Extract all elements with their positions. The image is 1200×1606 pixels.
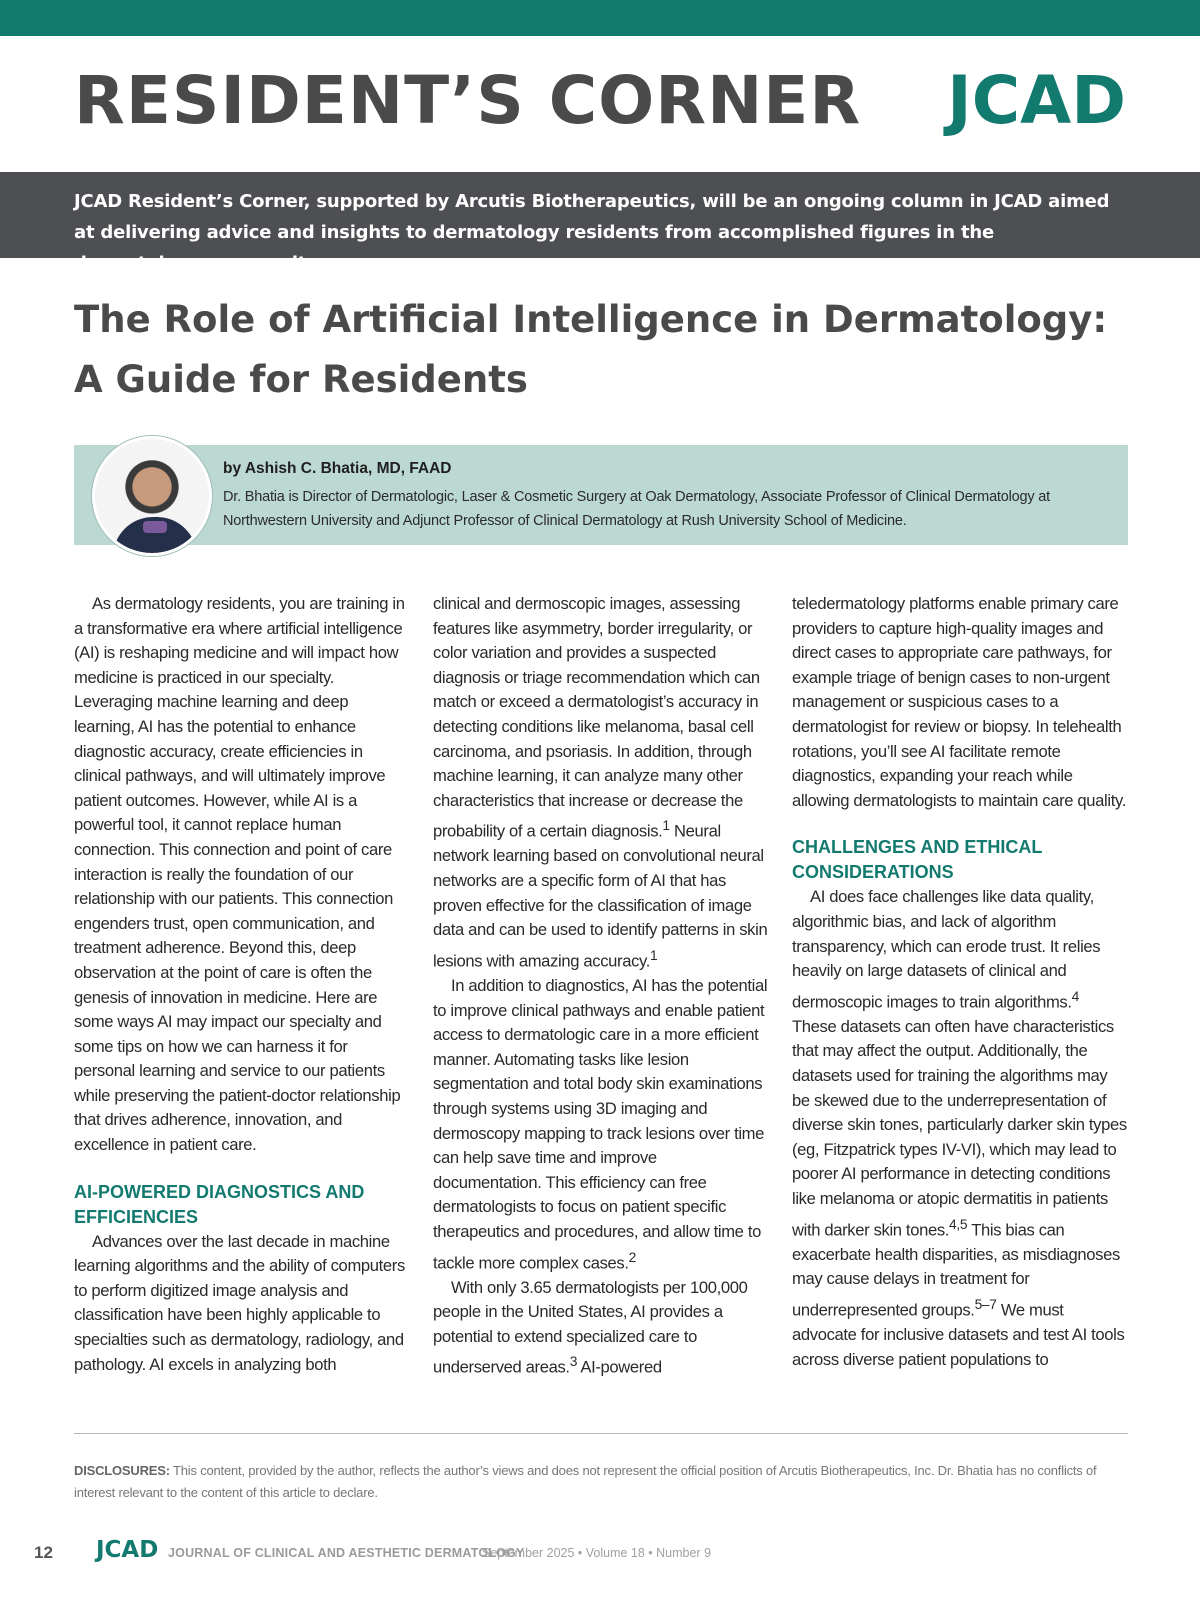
heading-challenges: CHALLENGES AND ETHICAL CONSIDERATIONS [792,837,1043,883]
heading-diagnostics: AI-POWERED DIAGNOSTICS AND EFFICIENCIES [74,1181,365,1227]
paragraph-pathways: In addition to diagnostics, AI has the potential to improve clinical pathways and enable patient access to dermatologic care in a more efficient manner. Automating tasks like lesion segmentation and total body skin examinations through systems using 3D imaging and dermoscopy mapping to track lesions over time can help save time and improve documentation. This efficiency can free dermatologists to focus on patient specific therapeutics and procedures, and allow time to tackle more complex cases.$^2$ [433,975,768,1273]
section-title: RESIDENT’S CORNER [74,62,862,139]
column-1 [74,592,409,1377]
paragraph-challenges: AI does face challenges like data quality, algorithmic bias, and lack of algorithm transparency, which can erode trust. It relies heavily on large datasets of clinical and dermoscopic images to train algorithms.$^4$ These datasets can often have characteristics that may affect the output. Additionally, the datasets used for training the algorithms may be skewed due to the underrepresentation of diverse skin tones, particularly darker skin types (eg, Fitzpatrick types IV-VI), which may lead to poorer AI performance in detecting conditions like melanoma or atopic dermatitis in patients with darker skin tones.$^{4,5}$ This bias can exacerbate health disparities, as misdiagnoses may cause delays in treatment for underrepresented groups.$^{5-7}$ We must advocate for inclusive datasets and test AI tools across diverse patient populations to [792,887,1127,1369]
reference-3: 3 [569,1353,578,1370]
paragraph-teledermatology: teledermatology platforms enable primary care providers to capture high-quality images and direct cases to appropriate care pathways, for example triage of benign cases to non-urgent management or suspicious cases to a dermatologist for review or biopsy. In telehealth rotations, you’ll see AI facilitate remote diagnostics, expanding your reach while allowing dermatologists to maintain care quality. [792,594,1126,810]
paragraph-advances: Advances over the last decade in machine learning algorithms and the ability of computers to perform digitized image analysis and classification have been highly applicable to specialties such as dermatology, radiology, and pathology. AI excels in analyzing both [74,1231,405,1374]
top-accent-bar [0,0,1200,36]
reference-1: 1 [662,817,670,834]
footer-journal-name: JOURNAL OF CLINICAL AND AESTHETIC DERMATOLOGY [168,1546,525,1560]
reference-5-7: 5–7 [974,1295,997,1312]
reference-2: 2 [628,1248,636,1265]
disclosures [74,1460,1128,1504]
intro-text: JCAD Resident’s Corner, supported by Arcutis Biotherapeutics, will be an ongoing column in JCAD aimed at delivering advice and insights to dermatology residents from accomplished figures in the dermatology community. [74,191,1110,274]
reference-4-5: 4,5 [949,1215,968,1232]
author-byline: by Ashish C. Bhatia, MD, FAAD [223,460,452,477]
reference-1b: 1 [650,946,658,963]
disclosures-text: This content, provided by the author, reflects the author’s views and does not represent the official position of Arcutis Biotherapeutics, Inc. Dr. Bhatia has no conflicts of interest relevant to the content of this article to declare. [74,1463,1097,1500]
footer-divider [74,1433,1128,1434]
author-photo-bowtie [143,521,167,533]
paragraph-access: With only 3.65 dermatologists per 100,000 people in the United States, AI provides a potential to extend specialized care to underserved areas.$^3$ AI-powered [433,1277,748,1377]
paragraph-intro: As dermatology residents, you are training in a transformative era where artificial intelligence (AI) is reshaping medicine and will impact how medicine is practiced in our specialty. Leveraging machine learning and deep learning, AI has the potential to enhance diagnostic accuracy, create efficiencies in clinical pathways, and will ultimately improve patient outcomes. However, while AI is a powerful tool, it cannot replace human connection. This connection and point of care interaction is really the foundation of our relationship with our patients. This connection engenders trust, open communication, and treatment adherence. Beyond this, deep observation at the point of care is often the genesis of innovation in medicine. Here are some ways AI may impact our specialty and some tips on how we can harness it for personal learning and service to our patients while preserving the patient-doctor relationship that drives adherence, innovation, and excellence in patient care. [74,594,405,1155]
author-photo [92,436,212,556]
footer-issue-info: September 2025 • Volume 18 • Number 9 [482,1546,712,1560]
paragraph-analysis: clinical and dermoscopic images, assessing features like asymmetry, border irregularity, or color variation and provides a suspected diagnosis or triage recommendation which can match or exceed a dermatologist’s accuracy in detecting conditions like melanoma, basal cell carcinoma, and psoriasis. In addition, through machine learning, it can analyze many other characteristics that increase or decrease the probability of a certain diagnosis.$^1$ Neural network learning based on convolutional neural networks are a specific form of AI that has proven effective for the classification of image data and can be used to identify patterns in skin lesions with amazing accuracy.$^1$ [433,594,768,971]
article-body [74,592,1128,1392]
column-3 [792,592,1127,1372]
journal-logo: JCAD [947,62,1126,139]
footer-logo: JCAD [96,1537,159,1563]
page-number: 12 [34,1543,53,1562]
article-title: The Role of Artificial Intelligence in Dermatology: A Guide for Residents [74,298,1108,401]
author-bio: Dr. Bhatia is Director of Dermatologic, Laser & Cosmetic Surgery at Oak Dermatology, Associate Professor of Clinical Dermatology at Northwestern University and Adjunct Professor of Clinical Dermatology at Rush University School of Medicine. [223,489,1050,529]
intro-band [0,172,1200,274]
column-2 [433,592,768,1381]
disclosures-label: DISCLOSURES: [74,1463,170,1478]
reference-4: 4 [1071,987,1079,1004]
